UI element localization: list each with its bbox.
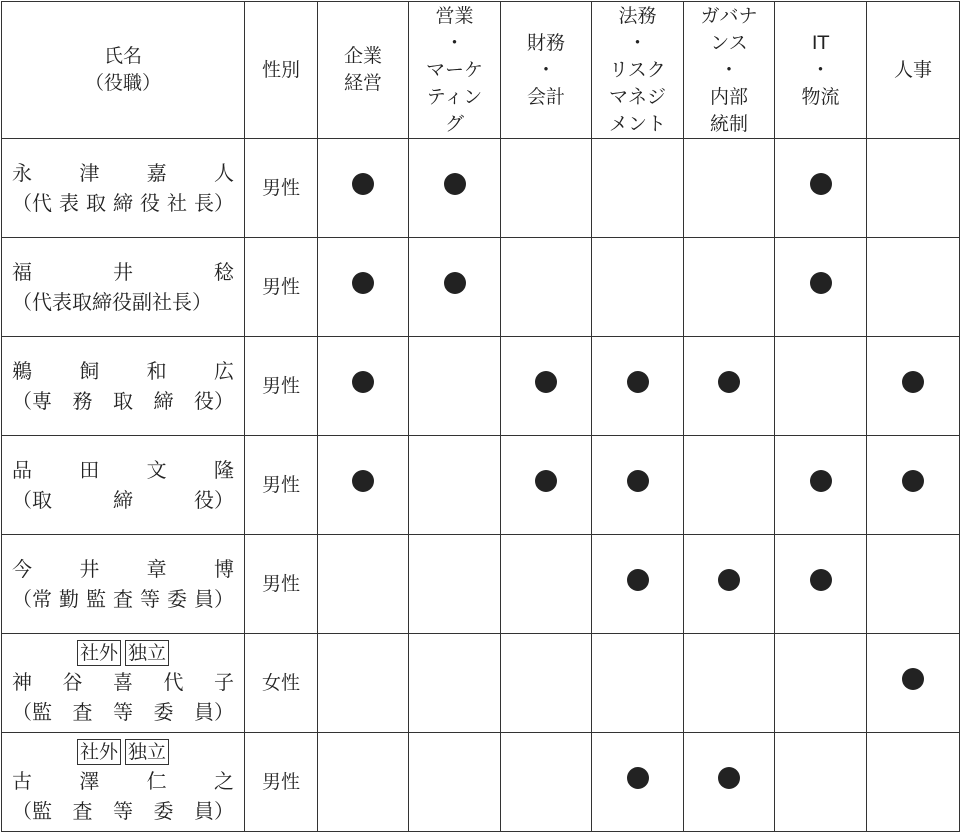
skill-dot-icon: [810, 272, 832, 294]
skill-dot-icon: [718, 569, 740, 591]
director-name-char: 喜: [113, 669, 133, 694]
skill-dot-icon: [902, 668, 924, 690]
director-name: [12, 158, 234, 188]
independence-badge: 社外: [77, 739, 121, 765]
skill-cell: [592, 238, 684, 337]
skill-cell: [409, 238, 501, 337]
director-role-char: 役: [140, 191, 160, 215]
director-role-char: （代表取締役副社長）: [12, 290, 212, 314]
skill-dot-icon: [627, 767, 649, 789]
director-name-char: 谷: [62, 669, 83, 694]
header-line: 経営: [343, 72, 382, 94]
director-row: [2, 634, 960, 733]
header-line: 性別: [261, 58, 300, 81]
director-name: [12, 356, 234, 386]
skill-cell: [318, 139, 409, 238]
skill-cell: [592, 535, 684, 634]
director-row: [2, 139, 960, 238]
skill-cell: [501, 238, 592, 337]
skill-cell: [501, 139, 592, 238]
director-role-char: 査: [113, 587, 133, 611]
director-role-char: 員）: [194, 699, 234, 724]
skill-cell: [501, 337, 592, 436]
header-line: ガバナ: [700, 4, 758, 27]
header-line: 企業: [343, 45, 382, 67]
director-role: [12, 485, 234, 515]
director-name-char: 隆: [213, 458, 234, 482]
header-line: メント: [608, 112, 666, 135]
skill-cell: [318, 238, 409, 337]
skill-dot-icon: [352, 470, 374, 492]
director-role-char: （取: [12, 488, 52, 512]
director-name-cell: [2, 436, 245, 535]
header-line: グ: [444, 112, 464, 135]
skill-cell: [318, 436, 409, 535]
header-line: ・: [536, 58, 556, 81]
skill-cell: [592, 436, 684, 535]
header-line: ・: [627, 31, 647, 54]
director-name-char: 博: [213, 557, 234, 581]
header-line: IT: [811, 31, 830, 54]
director-role: [12, 796, 234, 826]
header-line: 財務: [526, 31, 565, 54]
skill-cell: [867, 139, 960, 238]
skill-cell: [318, 634, 409, 733]
director-name-char: 子: [214, 669, 234, 694]
skill-dot-icon: [810, 470, 832, 492]
director-role-char: 監: [86, 587, 106, 611]
director-name-char: 品: [12, 458, 32, 482]
director-role-char: 等: [113, 798, 133, 823]
header-line: 人事: [893, 58, 932, 81]
skill-dot-icon: [627, 569, 649, 591]
skill-cell: [684, 634, 775, 733]
header-line: 統制: [709, 112, 748, 135]
director-role: [12, 584, 234, 614]
director-name-char: 澤: [79, 768, 100, 793]
skill-cell: [409, 733, 501, 832]
skill-dot-icon: [810, 173, 832, 195]
header-line: 会計: [526, 85, 565, 108]
skill-cell: [318, 733, 409, 832]
director-row: [2, 337, 960, 436]
director-gender: 男性: [245, 733, 318, 832]
director-role-char: 表: [59, 191, 79, 215]
director-role-char: 委: [167, 587, 187, 611]
skill-cell: [318, 337, 409, 436]
director-name-cell: [2, 139, 245, 238]
skill-cell: [775, 436, 867, 535]
director-role-char: 委: [153, 798, 174, 823]
director-role-char: 取: [86, 191, 106, 215]
header-gender: [245, 2, 318, 139]
skill-cell: [684, 337, 775, 436]
skill-cell: [775, 634, 867, 733]
director-name: [12, 554, 234, 584]
director-role: [12, 386, 234, 416]
skill-dot-icon: [352, 371, 374, 393]
skill-dot-icon: [444, 272, 466, 294]
skill-cell: [775, 139, 867, 238]
skill-cell: [409, 337, 501, 436]
director-gender: 男性: [245, 436, 318, 535]
skill-cell: [684, 139, 775, 238]
skill-dot-icon: [902, 470, 924, 492]
director-role-char: 長）: [194, 191, 234, 215]
skill-dot-icon: [810, 569, 832, 591]
skill-cell: [592, 634, 684, 733]
director-gender: 女性: [245, 634, 318, 733]
skill-cell: [684, 238, 775, 337]
independence-badge: 社外: [77, 640, 121, 666]
skill-dot-icon: [902, 371, 924, 393]
skill-cell: [775, 733, 867, 832]
skill-cell: [409, 436, 501, 535]
director-role-char: 締: [113, 191, 133, 215]
director-name-char: 井: [113, 260, 133, 284]
director-name-char: 章: [146, 557, 167, 581]
director-role: [12, 188, 234, 218]
header-skill: [592, 2, 684, 139]
director-role: [12, 287, 234, 317]
director-role-char: 勤: [59, 587, 79, 611]
skill-cell: [867, 733, 960, 832]
director-name-char: 古: [12, 768, 32, 793]
director-row: [2, 436, 960, 535]
director-role-char: 務: [72, 389, 93, 413]
director-row: [2, 238, 960, 337]
header-skill: [684, 2, 775, 139]
header-name: [2, 2, 245, 139]
director-role-char: 員）: [194, 798, 234, 823]
header-skill: [775, 2, 867, 139]
skill-dot-icon: [718, 767, 740, 789]
director-name-char: 神: [12, 669, 32, 694]
independence-badge: 独立: [125, 640, 169, 666]
header-line: 法務: [618, 4, 657, 27]
header-line: ・: [444, 31, 464, 54]
director-role-char: 員）: [194, 587, 234, 611]
skill-dot-icon: [352, 173, 374, 195]
director-role-char: 査: [72, 798, 93, 823]
director-name-char: 福: [12, 260, 32, 284]
header-line: 物流: [801, 85, 840, 108]
director-name-cell: [2, 238, 245, 337]
director-gender: 男性: [245, 535, 318, 634]
director-name: [12, 667, 234, 697]
skill-cell: [501, 436, 592, 535]
director-name-char: 人: [213, 161, 234, 185]
director-name-cell: [2, 634, 245, 733]
director-badges: [12, 739, 234, 765]
skill-dot-icon: [627, 470, 649, 492]
director-name: [12, 766, 234, 796]
header-line: 営業: [435, 4, 474, 27]
director-role-char: 委: [153, 699, 174, 724]
skill-cell: [684, 733, 775, 832]
director-name-char: 文: [146, 458, 167, 482]
director-name-char: 和: [146, 359, 167, 383]
skill-dot-icon: [535, 371, 557, 393]
skill-cell: [592, 337, 684, 436]
skill-cell: [775, 238, 867, 337]
director-gender: 男性: [245, 238, 318, 337]
skill-dot-icon: [627, 371, 649, 393]
director-role-char: 取: [113, 389, 133, 413]
skill-matrix-table: [1, 1, 960, 832]
director-role-char: （専: [12, 389, 52, 413]
director-row: [2, 535, 960, 634]
director-role-char: 等: [113, 699, 133, 724]
skill-cell: [409, 634, 501, 733]
skill-cell: [775, 337, 867, 436]
header-line: ・: [719, 58, 739, 81]
header-skill: [318, 2, 409, 139]
skill-cell: [501, 634, 592, 733]
header-line: 氏名: [103, 45, 142, 67]
director-name-char: 稔: [214, 260, 234, 284]
skill-cell: [318, 535, 409, 634]
skill-cell: [501, 733, 592, 832]
director-role-char: （監: [12, 798, 52, 823]
director-name-cell: [2, 337, 245, 436]
director-name-char: 鵜: [12, 359, 32, 383]
header-line: 内部: [709, 85, 748, 108]
director-name-cell: [2, 733, 245, 832]
director-name-char: 田: [79, 458, 100, 482]
director-name-char: 永: [12, 161, 32, 185]
skill-dot-icon: [718, 371, 740, 393]
director-role-char: 締: [153, 389, 174, 413]
skill-cell: [867, 238, 960, 337]
header-line: リスク: [609, 58, 666, 81]
director-name-char: 仁: [146, 768, 167, 793]
skill-cell: [409, 139, 501, 238]
director-name: [12, 455, 234, 485]
director-name-cell: [2, 535, 245, 634]
skill-cell: [867, 535, 960, 634]
director-role-char: 社: [167, 191, 187, 215]
header-line: ンス: [710, 31, 748, 54]
header-line: （役職）: [84, 72, 161, 94]
director-role: [12, 697, 234, 727]
director-role-char: （監: [12, 699, 52, 724]
director-name-char: 広: [213, 359, 234, 383]
skill-cell: [867, 436, 960, 535]
director-role-char: 査: [72, 699, 93, 724]
director-name-char: 今: [12, 557, 32, 581]
director-badges: [12, 640, 234, 666]
header-skill: [409, 2, 501, 139]
skill-dot-icon: [444, 173, 466, 195]
skill-dot-icon: [535, 470, 557, 492]
director-role-char: （代: [12, 191, 52, 215]
director-name-char: 代: [163, 669, 184, 694]
director-name-char: 之: [213, 768, 234, 793]
skill-cell: [867, 337, 960, 436]
director-role-char: （常: [12, 587, 52, 611]
director-row: [2, 733, 960, 832]
header-line: ・: [810, 58, 830, 81]
director-role-char: 役）: [194, 488, 234, 512]
director-name-char: 井: [79, 557, 100, 581]
director-name: [12, 257, 234, 287]
skill-cell: [592, 139, 684, 238]
header-skill: [501, 2, 592, 139]
header-line: マネジ: [608, 85, 666, 108]
director-name-char: 嘉: [146, 161, 167, 185]
skill-cell: [775, 535, 867, 634]
director-role-char: 役）: [194, 389, 234, 413]
director-name-char: 津: [79, 161, 100, 185]
director-role-char: 等: [140, 587, 160, 611]
director-gender: 男性: [245, 139, 318, 238]
skill-cell: [409, 535, 501, 634]
skill-cell: [592, 733, 684, 832]
skill-cell: [684, 436, 775, 535]
skill-cell: [684, 535, 775, 634]
skill-cell: [501, 535, 592, 634]
skill-cell: [867, 634, 960, 733]
skill-dot-icon: [352, 272, 374, 294]
independence-badge: 独立: [125, 739, 169, 765]
header-row: [2, 2, 960, 139]
director-name-char: 飼: [79, 359, 100, 383]
header-line: マーケ: [425, 58, 483, 81]
director-gender: 男性: [245, 337, 318, 436]
director-role-char: 締: [113, 488, 133, 512]
header-line: ティン: [426, 85, 483, 108]
header-skill: [867, 2, 960, 139]
